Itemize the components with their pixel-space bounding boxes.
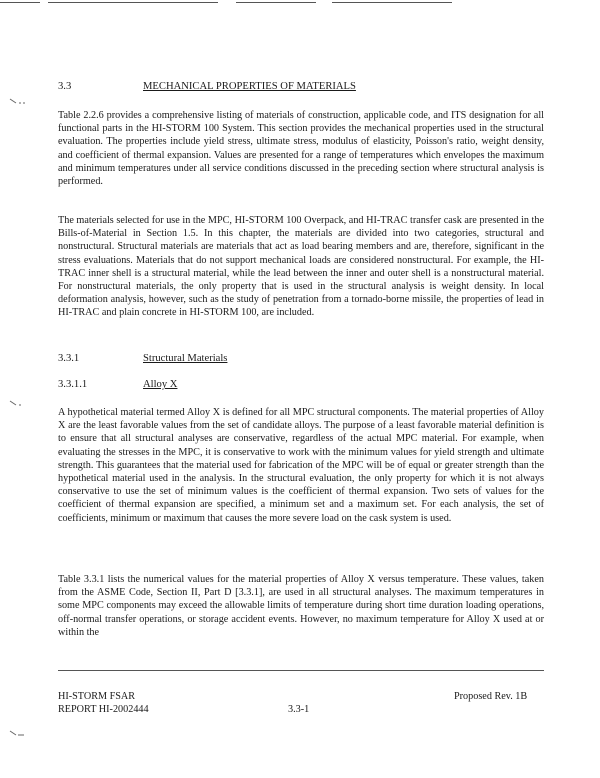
paragraph-intro: Table 2.2.6 provides a comprehensive listing of materials of construction, applicable code, and ITS designation for all functional parts in the HI-STORM 100 System. This section provides the mechanical properties used in the structural evaluation. The properties include yield stress, ultimate stress, modulus of elasticity, Poisson's ratio, weight density, and coefficient of thermal expansion. Values are presented for a range of temperatures which envelopes the maximum and minimum temperatures under all service conditions discussed in the preceding section where structural analysis is performed. — [58, 110, 544, 188]
subsection-title: Structural Materials — [143, 353, 228, 364]
footer-report-number: REPORT HI-2002444 — [58, 704, 149, 715]
top-edge-rule — [0, 2, 40, 3]
paragraph-table-reference: Table 3.3.1 lists the numerical values for the material properties of Alloy X versus temperature. These values, taken from the ASME Code, Section II, Part D [3.3.1], are used in all structural analyses. The maximum temperatures in some MPC components may exceed the allowable limits of temperature during short time duration loading operations, off-normal transfer operations, or storage accident events. However, no maximum temperature for Alloy X used at or within the — [58, 574, 544, 638]
top-edge-rule — [236, 2, 316, 3]
section-title: MECHANICAL PROPERTIES OF MATERIALS — [143, 81, 356, 92]
footer-revision: Proposed Rev. 1B — [454, 691, 528, 702]
margin-mark — [9, 730, 27, 738]
subsubsection-title: Alloy X — [143, 379, 178, 390]
footer-rule — [58, 670, 544, 671]
footer-left — [58, 690, 149, 716]
footer-page-number: 3.3-1 — [288, 704, 310, 715]
top-edge-rule — [332, 2, 452, 3]
margin-mark — [9, 400, 27, 408]
top-edge-rule — [48, 2, 218, 3]
paragraph-alloy-x: A hypothetical material termed Alloy X is defined for all MPC structural components. The material properties of Alloy X are the least favorable values from the set of candidate alloys. The purpose of a least favorable material definition is to ensure that all structural analyses are conservative, regardless of the actual MPC material. For example, when evaluating the stresses in the MPC, it is conservative to work with the minimum values for yield strength and ultimate strength. This guarantees that the material used for fabrication of the MPC will be of equal or greater strength than the hypothetical material used in the analysis. In the structural evaluation, the only property for which it is not always conservative to use the set of minimum values is the coefficient of thermal expansion. Two sets of values for the coefficient of thermal expansion are specified, a minimum set and a maximum set. For each analysis, the set of coefficients, minimum or maximum that causes the more severe load on the cask system is used. — [58, 407, 544, 524]
section-number: 3.3 — [58, 81, 72, 92]
footer-doc-name: HI-STORM FSAR — [58, 691, 136, 702]
subsection-number: 3.3.1 — [58, 353, 80, 364]
margin-mark — [9, 98, 27, 106]
subsubsection-number: 3.3.1.1 — [58, 379, 88, 390]
paragraph-materials: The materials selected for use in the MPC, HI-STORM 100 Overpack, and HI-TRAC transfer cask are presented in the Bills-of-Material in Section 1.5. In this chapter, the materials are divided into two categories, structural and nonstructural. Structural materials are materials that act as load bearing members and are, therefore, significant in the stress evaluations. Materials that do not support mechanical loads are considered nonstructural. For example, the HI-TRAC inner shell is a structural material, while the lead between the inner and outer shell is a nonstructural material. For nonstructural materials, the only property that is used in the structural analysis is weight density. In local deformation analysis, however, such as the study of penetration from a tornado-borne missile, the properties of lead in HI-TRAC and plain concrete in HI-STORM 100, are included. — [58, 215, 544, 319]
